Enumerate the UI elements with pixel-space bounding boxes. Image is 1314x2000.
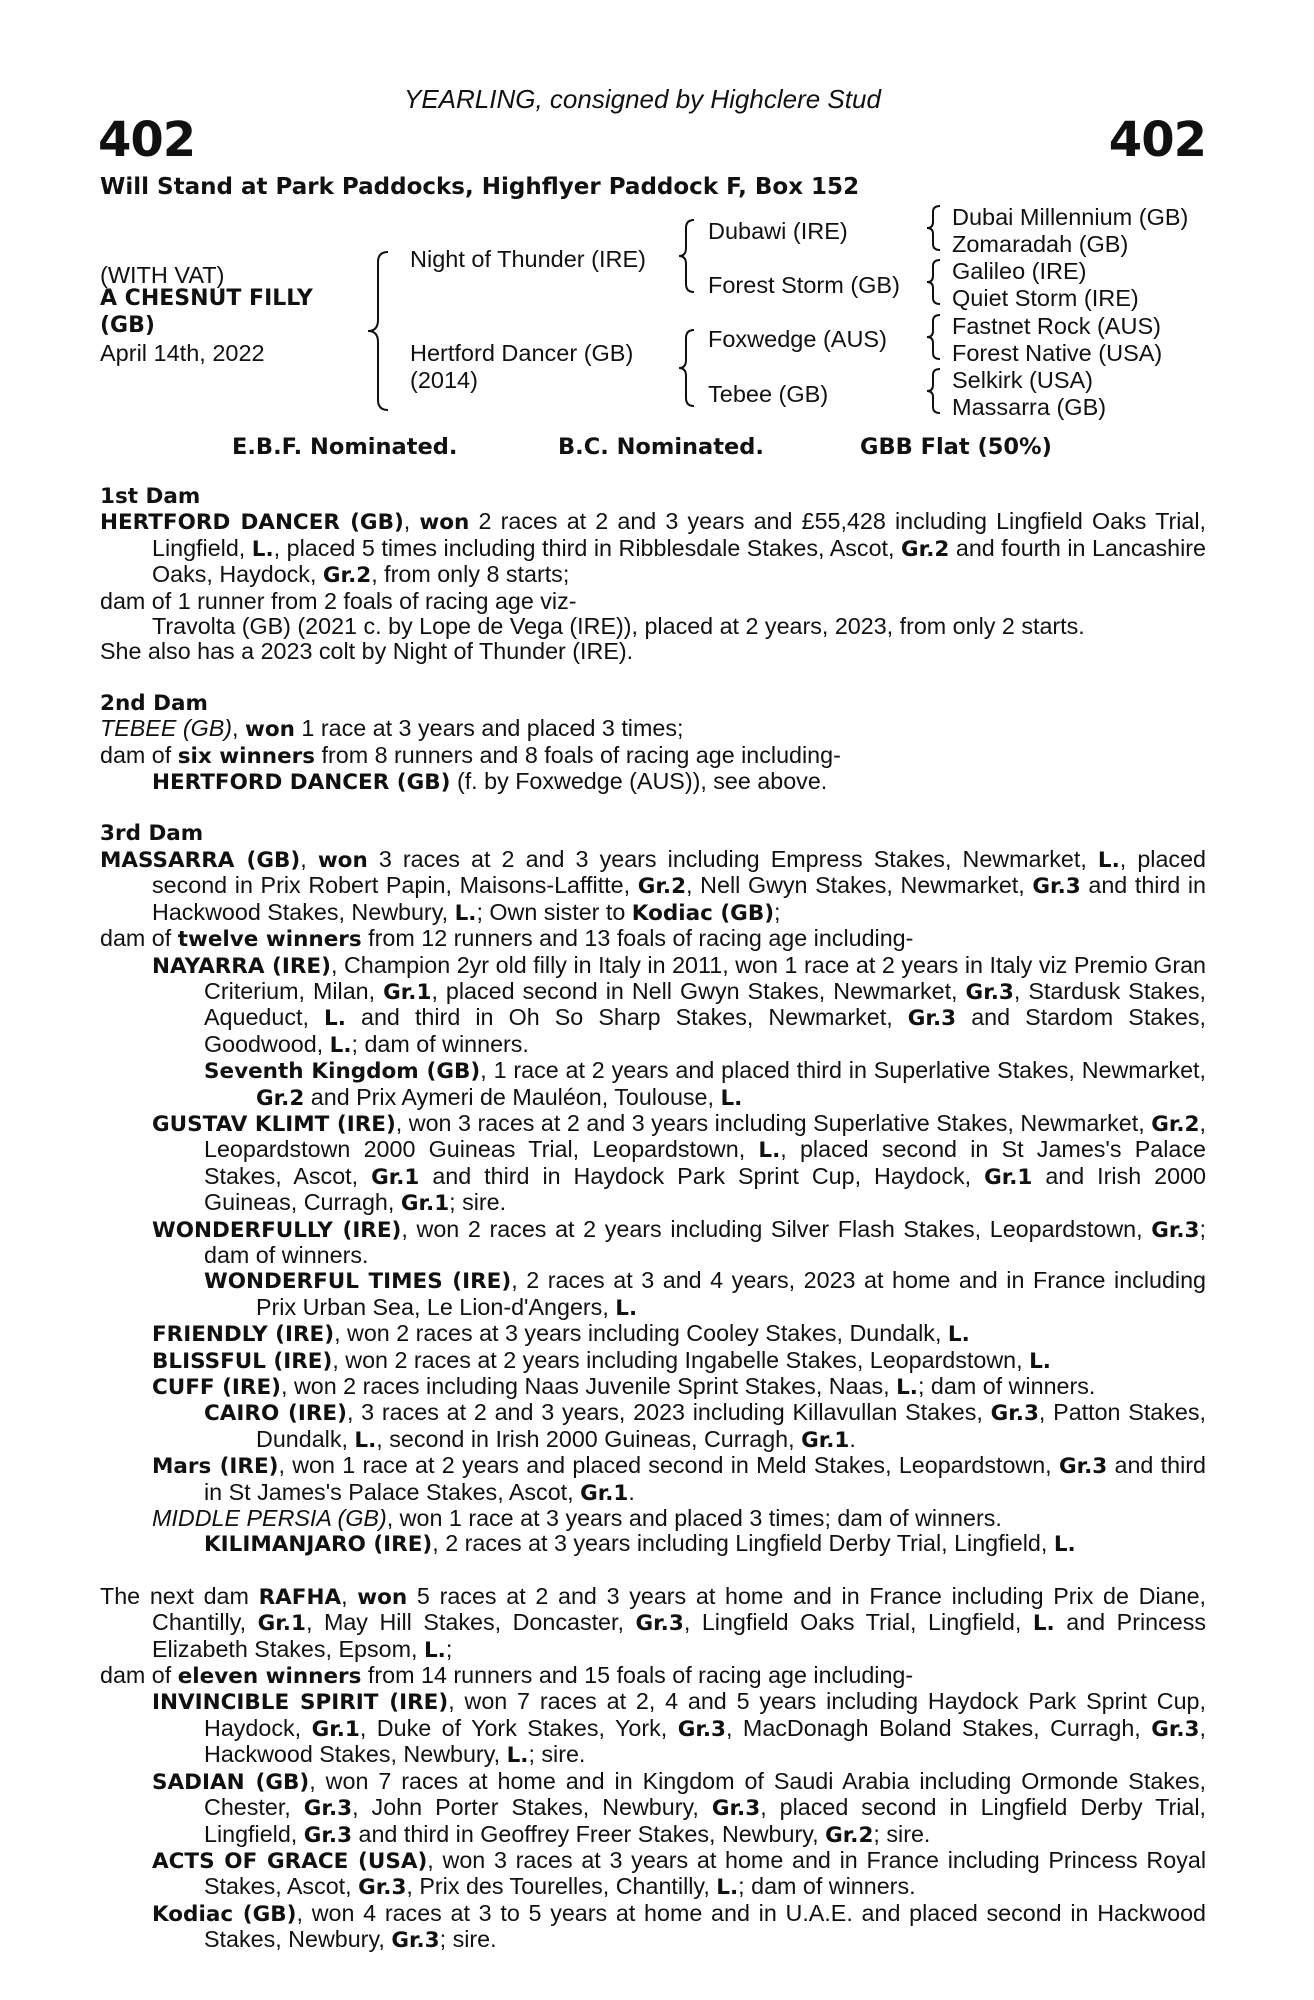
sire-dam: Forest Storm (GB) xyxy=(708,272,900,298)
pedigree-brace-3d xyxy=(924,367,946,415)
gen3-4: Quiet Storm (IRE) xyxy=(952,285,1139,311)
gen3-6: Forest Native (USA) xyxy=(952,340,1163,366)
third-dam-produce: dam of twelve winners from 12 runners and 13 foals of racing age including- xyxy=(100,925,914,953)
heading-3rd-dam: 3rd Dam xyxy=(100,821,204,847)
sire: Night of Thunder (IRE) xyxy=(410,246,646,272)
pedigree-brace-3a xyxy=(924,204,946,252)
gbb-flat: GBB Flat (50%) xyxy=(860,434,1052,460)
pedigree-brace-1 xyxy=(364,250,394,412)
produce-invincible-spirit: INVINCIBLE SPIRIT (IRE), won 7 races at 2, 4 and 5 years including Haydock Park Sprint Cup, Haydock, Gr.1, Duke of York Stakes, York, Gr.3, MacDonagh Boland Stakes, Curragh, Gr.3, Hackwood Stakes, Newbury, L.; sire. xyxy=(152,1688,1206,1769)
foaling-date: April 14th, 2022 xyxy=(100,340,265,366)
produce-sadian: SADIAN (GB), won 7 races at home and in Kingdom of Saudi Arabia including Ormonde Stakes, Chester, Gr.3, John Porter Stakes, Newbury, Gr.3, placed second in Lingfield Derby Trial, Lingfield, Gr.3 and third in Geoffrey Freer Stakes, Newbury, Gr.2; sire. xyxy=(152,1767,1206,1848)
produce-gustav-klimt: GUSTAV KLIMT (IRE), won 3 races at 2 and 3 years including Superlative Stakes, Newmarket, Gr.2, Leopardstown 2000 Guineas Trial, Leopardstown, L., placed second in St James's Palace Stakes, Ascot, Gr.1 and third in Haydock Park Sprint Cup, Haydock, Gr.1 and Irish 2000 Guineas, Curragh, Gr.1; sire. xyxy=(152,1109,1206,1217)
gen3-1: Dubai Millennium (GB) xyxy=(952,204,1189,230)
produce-blissful: BLISSFUL (IRE), won 2 races at 2 years including Ingabelle Stakes, Leopardstown, L. xyxy=(152,1346,1051,1374)
gen3-7: Selkirk (USA) xyxy=(952,367,1094,393)
second-dam-produce: dam of six winners from 8 runners and 8 foals of racing age including- xyxy=(100,741,841,769)
lot-number-left: 402 xyxy=(98,112,196,168)
produce-acts-of-grace: ACTS OF GRACE (USA), won 3 races at 3 years at home and in France including Princess Royal Stakes, Ascot, Gr.3, Prix des Tourelles, Chantilly, L.; dam of winners. xyxy=(152,1846,1206,1901)
produce-mars: Mars (IRE), won 1 race at 2 years and placed second in Meld Stakes, Leopardstown, Gr.3 and third in St James's Palace Stakes, Ascot, Gr.1. xyxy=(152,1452,1206,1506)
dam-year: (2014) xyxy=(410,367,478,393)
produce-wonderfully: WONDERFULLY (IRE), won 2 races at 2 years including Silver Flash Stakes, Leopardstown, Gr.3; dam of winners. xyxy=(152,1215,1206,1268)
dam-produce-summary: dam of 1 runner from 2 foals of racing age viz- xyxy=(100,587,577,614)
horse-name: A CHESNUT FILLY xyxy=(100,286,313,311)
gen3-5: Fastnet Rock (AUS) xyxy=(952,313,1161,339)
produce-seventh-kingdom: Seventh Kingdom (GB), 1 race at 2 years and placed third in Superlative Stakes, Newmarket, Gr.2 and Prix Aymeri de Mauléon, Toulouse, L. xyxy=(204,1057,1206,1111)
produce-kodiac: Kodiac (GB), won 4 races at 3 to 5 years at home and in U.A.E. and placed second in Hackwood Stakes, Newbury, Gr.3; sire. xyxy=(152,1899,1206,1954)
pedigree-brace-2b xyxy=(676,328,700,408)
third-dam-record: MASSARRA (GB), won 3 races at 2 and 3 years including Empress Stakes, Newmarket, L., placed second in Prix Robert Papin, Maisons-Laffitte, Gr.2, Nell Gwyn Stakes, Newmarket, Gr.3 and third in Hackwood Stakes, Newbury, L.; Own sister to Kodiac (GB); xyxy=(100,845,1206,926)
lot-number-right: 402 xyxy=(1108,112,1206,168)
produce-nayarra: NAYARRA (IRE), Champion 2yr old filly in Italy in 2011, won 1 race at 2 years in Italy viz Premio Gran Criterium, Milan, Gr.1, placed second in Nell Gwyn Stakes, Newmarket, Gr.3, Stardusk Stakes, Aqueduct, L. and third in Oh So Sharp Stakes, Newmarket, Gr.3 and Stardom Stakes, Goodwood, L.; dam of winners. xyxy=(152,951,1206,1058)
dam: Hertford Dancer (GB) xyxy=(410,340,634,366)
vat-note: (WITH VAT) xyxy=(100,262,225,288)
produce-kilimanjaro: KILIMANJARO (IRE), 2 races at 3 years including Lingfield Derby Trial, Lingfield, L. xyxy=(204,1530,1076,1558)
produce-note: She also has a 2023 colt by Night of Thunder (IRE). xyxy=(100,638,634,665)
gen3-2: Zomaradah (GB) xyxy=(952,231,1129,257)
stand-location: Will Stand at Park Paddocks, Highflyer Paddock F, Box 152 xyxy=(100,174,860,200)
produce-wonderful-times: WONDERFUL TIMES (IRE), 2 races at 3 and 4 years, 2023 at home and in France including Prix Urban Sea, Le Lion-d'Angers, L. xyxy=(204,1267,1207,1321)
dam-sire: Foxwedge (AUS) xyxy=(708,326,887,352)
bc-nomination: B.C. Nominated. xyxy=(558,434,764,460)
produce-friendly: FRIENDLY (IRE), won 2 races at 3 years including Cooley Stakes, Dundalk, L. xyxy=(152,1320,970,1348)
produce-travolta: Travolta (GB) (2021 c. by Lope de Vega (IRE)), placed at 2 years, 2023, from only 2 starts. xyxy=(152,613,1085,640)
next-dam-record: The next dam RAFHA, won 5 races at 2 and 3 years at home and in France including Prix de Diane, Chantilly, Gr.1, May Hill Stakes, Doncaster, Gr.3, Lingfield Oaks Trial, Lingfield, L. and Princess Elizabeth Stakes, Epsom, L.; xyxy=(100,1582,1207,1663)
gen3-3: Galileo (IRE) xyxy=(952,258,1087,284)
pedigree-brace-2a xyxy=(676,218,700,294)
gen3-8: Massarra (GB) xyxy=(952,394,1107,420)
produce-middle-persia: MIDDLE PERSIA (GB), won 1 race at 3 years and placed 3 times; dam of winners. xyxy=(152,1505,1002,1532)
second-dam-hertford: HERTFORD DANCER (GB) (f. by Foxwedge (AUS)), see above. xyxy=(152,768,828,796)
heading-1st-dam: 1st Dam xyxy=(100,484,201,509)
next-dam-produce: dam of eleven winners from 14 runners and 15 foals of racing age including- xyxy=(100,1662,914,1690)
consignment-line: YEARLING, consigned by Highclere Stud xyxy=(404,84,881,114)
second-dam-record: TEBEE (GB), won 1 race at 3 years and placed 3 times; xyxy=(100,715,684,743)
ebf-nomination: E.B.F. Nominated. xyxy=(232,434,458,460)
sire-sire: Dubawi (IRE) xyxy=(708,218,848,244)
catalogue-body xyxy=(100,484,1206,1954)
pedigree-brace-3c xyxy=(924,313,946,361)
horse-name-country: (GB) xyxy=(100,313,155,338)
pedigree-brace-3b xyxy=(924,258,946,306)
produce-cairo: CAIRO (IRE), 3 races at 2 and 3 years, 2023 including Killavullan Stakes, Gr.3, Patton Stakes, Dundalk, L., second in Irish 2000 Guineas, Curragh, Gr.1. xyxy=(204,1399,1206,1453)
dam-record: HERTFORD DANCER (GB), won 2 races at 2 and 3 years and £55,428 including Lingfield Oaks Trial, Lingfield, L., placed 5 times including third in Ribblesdale Stakes, Ascot, Gr.2 and fourth in Lancashire Oaks, Haydock, Gr.2, from only 8 starts; xyxy=(100,508,1207,589)
produce-cuff: CUFF (IRE), won 2 races including Naas Juvenile Sprint Stakes, Naas, L.; dam of winners. xyxy=(152,1373,1096,1400)
heading-2nd-dam: 2nd Dam xyxy=(100,690,208,716)
dam-dam: Tebee (GB) xyxy=(708,381,829,407)
